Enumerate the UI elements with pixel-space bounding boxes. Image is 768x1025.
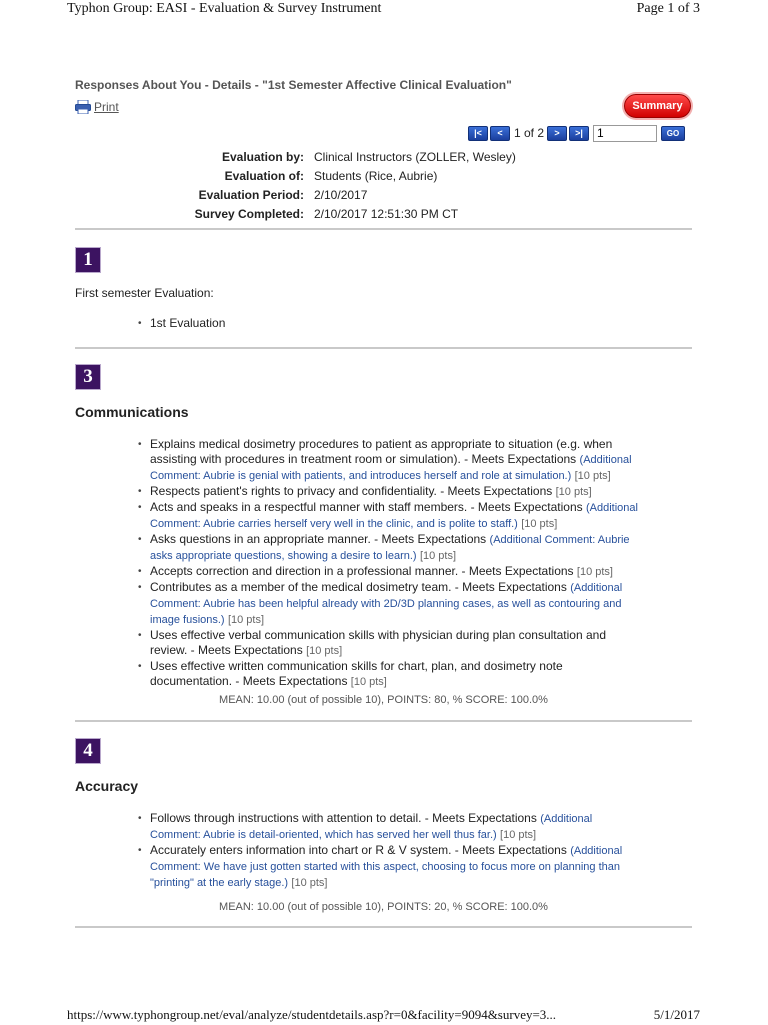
print-link-label: Print: [94, 100, 119, 114]
section-title-accuracy: Accuracy: [75, 778, 139, 794]
print-footer: [67, 1007, 700, 1025]
item-text: Contributes as a member of the medical dosimetry team. - Meets Expectations: [150, 580, 567, 594]
question-number-badge: 4: [76, 739, 100, 763]
section-title-communications: Communications: [75, 404, 189, 420]
meta-value: Clinical Instructors (ZOLLER, Wesley): [314, 149, 516, 164]
meta-row: [150, 166, 516, 185]
item-comment: (Additional Comment: Aubrie is genial with patients, and introduces herself and role at simulation.): [150, 454, 632, 482]
item-text: Accepts correction and direction in a professional manner. - Meets Expectations: [150, 564, 574, 578]
list-item: [150, 500, 642, 532]
list-item: [150, 564, 642, 580]
list-item: [150, 628, 642, 659]
section-divider: [75, 720, 692, 722]
item-comment: (Additional Comment: Aubrie asks appropriate questions, showing a desire to learn.): [150, 534, 630, 562]
meta-row: [150, 185, 516, 204]
item-text: Accurately enters information into chart or R & V system. - Meets Expectations: [150, 843, 567, 857]
evaluation-meta: [150, 147, 516, 223]
accuracy-mean-score: MEAN: 10.00 (out of possible 10), POINTS: 20, % SCORE: 100.0%: [219, 901, 548, 913]
item-points: [10 pts]: [350, 676, 387, 688]
answer-text: 1st Evaluation: [150, 316, 226, 330]
list-item: [150, 843, 642, 891]
print-footer-date: 5/1/2017: [653, 1007, 700, 1022]
print-footer-url: https://www.typhongroup.net/eval/analyze/studentdetails.asp?r=0&facility=9094&survey=3...: [67, 1007, 557, 1022]
item-text: Acts and speaks in a respectful manner with staff members. - Meets Expectations: [150, 500, 583, 514]
page-title: Responses About You - Details - "1st Semester Affective Clinical Evaluation": [75, 78, 512, 92]
list-item: [150, 532, 642, 564]
item-text: Asks questions in an appropriate manner. - Meets Expectations: [150, 532, 487, 546]
meta-label: Evaluation Period:: [198, 187, 304, 202]
question-number-badge: 1: [76, 248, 100, 272]
item-text: Follows through instructions with attention to detail. - Meets Expectations: [150, 811, 537, 825]
item-points: [10 pts]: [521, 518, 558, 530]
meta-value: Students (Rice, Aubrie): [314, 168, 438, 183]
item-text: Respects patient's rights to privacy and confidentiality. - Meets Expectations: [150, 484, 553, 498]
item-points: [10 pts]: [227, 614, 265, 626]
print-header-page: Page 1 of 3: [636, 1, 700, 16]
item-comment: (Additional Comment: We have just gotten started with this aspect, choosing to focus more on planning than "printing" at the early stage.): [150, 845, 623, 889]
question-text: First semester Evaluation:: [75, 286, 214, 300]
meta-row: [150, 204, 516, 223]
item-points: [10 pts]: [306, 645, 343, 657]
meta-row: [150, 147, 516, 166]
item-text: Uses effective written communication skills for chart, plan, and dosimetry note documentation. - Meets Expectations: [150, 659, 563, 688]
communications-list: [150, 437, 642, 690]
meta-label: Survey Completed:: [194, 206, 304, 221]
item-points: [10 pts]: [574, 470, 611, 482]
print-header: [67, 1, 700, 21]
first-page-button[interactable]: |<: [468, 126, 488, 141]
list-item: [150, 484, 642, 500]
list-item: [150, 437, 642, 484]
last-page-button[interactable]: >|: [569, 126, 589, 141]
list-item: [150, 316, 642, 331]
page-number-input[interactable]: [593, 125, 657, 142]
list-item: [150, 811, 642, 843]
item-text: Uses effective verbal communication skills with physician during plan consultation and review. - Meets Expectations: [150, 628, 607, 657]
item-comment: (Additional Comment: Aubrie is detail-oriented, which has served her well thus far.): [150, 813, 593, 841]
pager-text: 1 of 2: [514, 126, 545, 140]
list-item: [150, 659, 642, 690]
question-number-badge: 3: [76, 365, 100, 389]
print-link[interactable]: [75, 100, 119, 114]
meta-value: 2/10/2017 12:51:30 PM CT: [314, 206, 459, 221]
item-text: Explains medical dosimetry procedures to patient as appropriate to situation (e.g. when assisting with procedures in treatment room or simulation). - Meets Expectations: [150, 437, 613, 466]
item-comment: (Additional Comment: Aubrie carries herself very well in the clinic, and is polite to staff.): [150, 502, 638, 530]
list-item: [150, 580, 642, 628]
item-points: [10 pts]: [419, 550, 457, 562]
item-points: [10 pts]: [555, 486, 592, 498]
meta-value: 2/10/2017: [314, 187, 368, 202]
printer-icon: [75, 100, 91, 114]
summary-button[interactable]: Summary: [624, 94, 691, 118]
meta-label: Evaluation of:: [224, 168, 304, 183]
item-points: [10 pts]: [500, 829, 537, 841]
answer-list: [150, 316, 642, 331]
communications-mean-score: MEAN: 10.00 (out of possible 10), POINTS: 80, % SCORE: 100.0%: [219, 694, 548, 706]
item-comment: (Additional Comment: Aubrie has been helpful already with 2D/3D planning cases, as well as contouring and image fusions.): [150, 582, 623, 626]
item-points: [10 pts]: [576, 566, 613, 578]
go-button[interactable]: GO: [661, 126, 685, 141]
section-divider: [75, 347, 692, 349]
prev-page-button[interactable]: <: [490, 126, 510, 141]
item-points: [10 pts]: [291, 877, 328, 889]
print-header-title: Typhon Group: EASI - Evaluation & Survey Instrument: [67, 1, 382, 16]
accuracy-list: [150, 811, 642, 891]
meta-label: Evaluation by:: [221, 149, 304, 164]
next-page-button[interactable]: >: [547, 126, 567, 141]
pager: [468, 124, 685, 142]
section-divider: [75, 228, 692, 230]
section-divider: [75, 926, 692, 928]
